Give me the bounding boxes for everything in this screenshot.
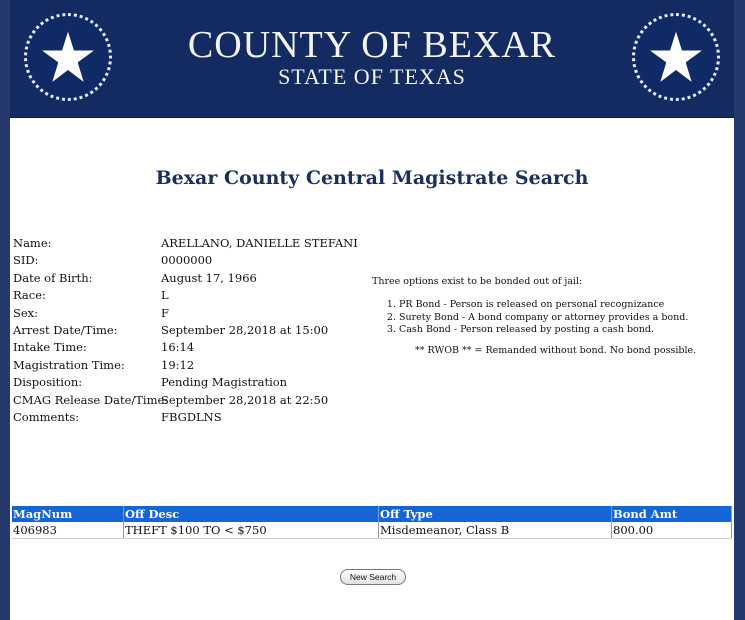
detail-value: September 28,2018 at 15:00	[161, 322, 329, 337]
cell-bond-amt: 800.00	[612, 522, 732, 539]
banner-title: COUNTY OF BEXAR	[187, 24, 557, 66]
detail-value: L	[161, 288, 169, 303]
star-seal-icon	[632, 13, 720, 101]
detail-label: Disposition:	[13, 375, 83, 390]
detail-label: Arrest Date/Time:	[13, 322, 118, 337]
detail-label: Comments:	[13, 409, 80, 424]
content-panel	[10, 118, 734, 620]
column-header-off-desc: Off Desc	[124, 506, 379, 522]
column-header-bond-amt: Bond Amt	[612, 506, 732, 522]
detail-label: Sex:	[13, 305, 39, 320]
detail-value: ARELLANO, DANIELLE STEFANI	[161, 236, 358, 250]
page-title: Bexar County Central Magistrate Search	[155, 167, 589, 189]
banner-subtitle: STATE OF TEXAS	[278, 64, 466, 89]
detail-value: August 17, 1966	[161, 270, 257, 285]
detail-value: FBGDLNS	[161, 409, 222, 424]
detail-label: CMAG Release Date/Time:	[13, 392, 169, 407]
detail-label: Magistration Time:	[13, 357, 125, 372]
cell-magnum: 406983	[12, 522, 124, 539]
detail-value: 16:14	[161, 340, 195, 355]
table-header-row	[12, 506, 732, 522]
bond-intro: Three options exist to be bonded out of jail:	[372, 276, 583, 287]
cell-off-type: Misdemeanor, Class B	[379, 522, 612, 539]
bond-option: 1. PR Bond - Person is released on personal recognizance	[399, 299, 717, 312]
detail-value: F	[161, 305, 169, 320]
detail-label: Name:	[13, 236, 52, 250]
detail-label: Date of Birth:	[13, 270, 93, 285]
county-banner	[10, 0, 734, 118]
detail-label: SID:	[13, 253, 39, 268]
detail-label: Race:	[13, 288, 46, 303]
table-row	[12, 522, 732, 539]
column-header-off-type: Off Type	[379, 506, 612, 522]
bond-info	[372, 276, 717, 356]
bond-option: 3. Cash Bond - Person released by posting a cash bond.	[399, 324, 717, 337]
offense-table	[12, 506, 732, 539]
new-search-button[interactable]: New Search	[340, 569, 406, 585]
detail-value: Pending Magistration	[161, 375, 288, 390]
rwob-note: ** RWOB ** = Remanded without bond. No bond possible.	[415, 344, 697, 356]
detail-value: 19:12	[161, 357, 195, 372]
detail-value: September 28,2018 at 22:50	[161, 392, 329, 407]
cell-off-desc: THEFT $100 TO < $750	[124, 522, 379, 539]
detail-label: Intake Time:	[13, 340, 87, 355]
detail-value: 0000000	[161, 253, 213, 268]
bond-options-list	[372, 299, 717, 337]
column-header-magnum: MagNum	[12, 506, 124, 522]
bond-option: 2. Surety Bond - A bond company or attorney provides a bond.	[399, 312, 717, 325]
